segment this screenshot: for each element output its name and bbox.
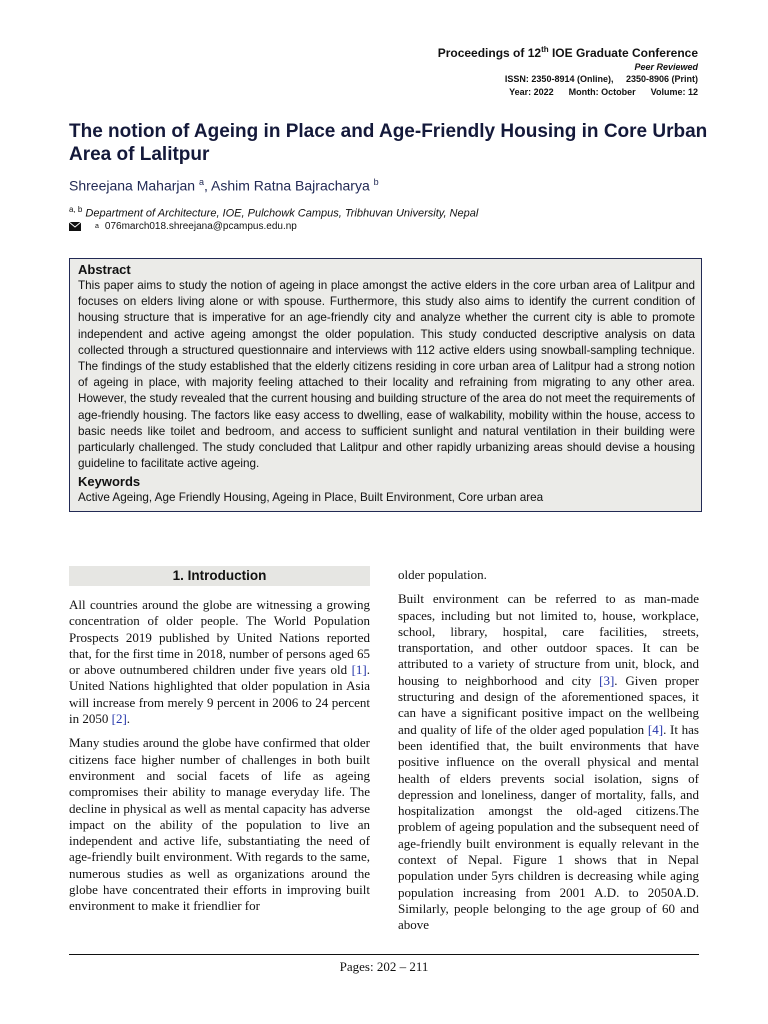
intro-paragraph-2: Many studies around the globe have confirmed that older citizens face higher number of challenges in both built environment and social facets of life as ageing compromises their ability to manage everyday life. The decline in physical as well as mental capacity has adverse impact on the ability of the population to live an independent and active life, substantiating the need of age-friendly built environment. With regards to the same, numerous studies as well as organizations around the globe have concentrated their efforts in improving built environment to make it friendlier for: [69, 735, 370, 914]
author-affiliation-mark: a: [198, 177, 204, 187]
abstract-box: [69, 258, 702, 512]
issn-line: ISSN: 2350-8914 (Online), 2350-8906 (Print): [504, 74, 698, 84]
footer-divider: [69, 954, 699, 955]
proceedings-header: [438, 42, 698, 99]
keywords-heading: Keywords: [78, 474, 141, 490]
email-address[interactable]: 076march018.shreejana@pcampus.edu.np: [104, 221, 297, 232]
affiliation-mark: a, b: [69, 205, 83, 214]
abstract-heading: Abstract: [78, 262, 131, 277]
keywords-text: Active Ageing, Age Friendly Housing, Ageing in Place, Built Environment, Core urban area: [78, 491, 544, 505]
affiliation: [69, 205, 478, 220]
proceedings-title: Proceedings of 12th IOE Graduate Conference: [437, 45, 698, 60]
author-separator: ,: [204, 177, 212, 194]
citation-link[interactable]: [1]: [351, 662, 367, 678]
author-name: Ashim Ratna Bajracharya: [211, 177, 370, 194]
email-row: [69, 221, 297, 232]
right-column: [398, 567, 699, 942]
email-mark: a: [95, 223, 99, 230]
section-heading-introduction: 1. Introduction: [69, 566, 370, 586]
intro-paragraph-continued: older population.: [398, 567, 487, 582]
citation-link[interactable]: [2]: [111, 711, 127, 727]
affiliation-text: Department of Architecture, IOE, Pulchowk Campus, Tribhuvan University, Nepal: [85, 207, 479, 220]
page-range-footer: Pages: 202 – 211: [339, 959, 429, 974]
abstract-text: This paper aims to study the notion of ageing in place amongst the active elders in the core urban area of Lalitpur and focuses on elders living alone or with spouse. Furthermore, this study also aims to identify the current condition of housing structure that is imperative for an age-friendly city and analyze whether the current city is able to promote independent and active ageing amongst the older population. This study conducted descriptive analysis on data collected through a structured questionnaire and interviews with 112 active elders using snowball-sampling technique. The findings of the study established that the elderly citizens residing in core urban area of Lalitpur had a strong notion of ageing in place, with majority feeling attached to their locality and refraining from migrating to any other area. However, the study revealed that the current housing and building structure of the area do not meet the requirements of age-friendly housing. The factors like easy access to dwelling, ease of walkability, mobility within the house, access to basic needs like toilet and bedroom, and access to sufficient sunlight and natural ventilation in their building were particularly challenged. The study concluded that Lalitpur and other rapidly urbanizing areas should devise a housing guideline to facilitate active ageing.: [78, 279, 695, 471]
citation-link[interactable]: [4]: [647, 721, 664, 737]
author-affiliation-mark: b: [373, 177, 379, 187]
intro-paragraph-1: All countries around the globe are witnessing a growing concentration of older people. The World Population Prospects 2019 published by United Nations reported that, for the first time in 2018, number of persons aged 65 or above outnumbered children under five years old [1]. United Nations highlighted that older population in Asia will increase from merely 9 percent in 2006 to 24 percent in 2050 [2].: [69, 597, 370, 727]
envelope-icon: [69, 222, 81, 231]
paper-title: The notion of Ageing in Place and Age-Friendly Housing in Core Urban Area of Lalitpur: [69, 121, 708, 165]
year-month-volume-line: Year: 2022 Month: October Volume: 12: [509, 87, 698, 97]
intro-paragraph-3: Built environment can be referred to as man-made spaces, including but not limited to, house, workplace, school, library, hospital, care facilities, streets, transportation, and other outdoor spaces. It can be attributed to a variety of structure from unit, block, and housing to neighborhood and city [3]. Given proper structuring and design of the aforementioned spaces, it can have a significant positive impact on the wellbeing and quality of life of the older aged population [4]. It has been identified that, the built environments that have positive influence on the overall physical and mental health of elders prevents social isolation, signs of depression and loneliness, danger of mortality, falls, and hospitalization amongst the old-aged citizens.The problem of ageing population and the subsequent need of age-friendly built environment is equally relevant in the context of Nepal. Figure 1 shows that in Nepal population under 5yrs children is decreasing while aging population increasing from 2001 A.D. to 2050A.D. Similarly, people belonging to the age group of 60 and above: [398, 591, 699, 933]
left-column: [69, 566, 370, 923]
author-name: Shreejana Maharjan: [69, 177, 196, 194]
peer-reviewed-label: Peer Reviewed: [634, 62, 698, 72]
citation-link[interactable]: [3]: [599, 672, 615, 688]
author-list: [69, 177, 379, 194]
